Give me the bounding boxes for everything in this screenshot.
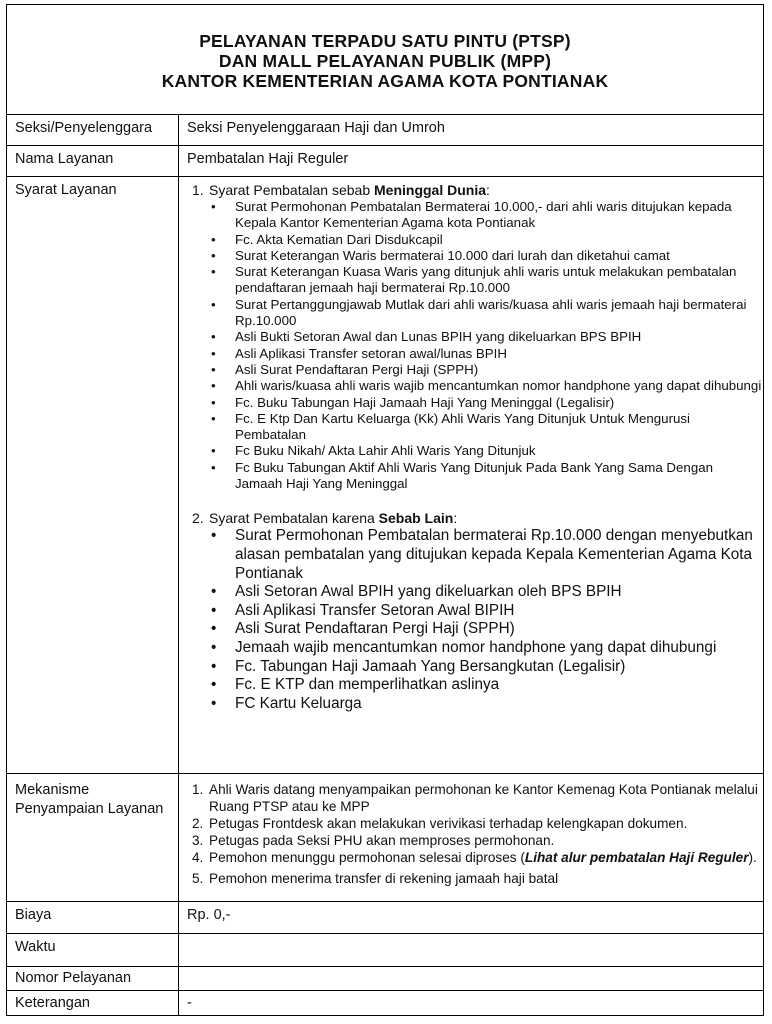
requirement-item: • Fc. Tabungan Haji Jamaah Yang Bersangkutan (Legalisir) (235, 658, 763, 677)
mekanisme-step: 4. Pemohon menunggu permohonan selesai diproses (Lihat alur pembatalan Haji Reguler). (192, 850, 757, 865)
syarat-section-2-title: 2. Syarat Pembatalan karena Sebab Lain: (192, 510, 458, 527)
row-syarat-layanan (7, 177, 763, 774)
requirement-item: • Asli Aplikasi Transfer setoran awal/lunas BPIH (235, 346, 763, 362)
document-header (7, 5, 763, 115)
row-value: Pembatalan Haji Reguler (187, 151, 349, 167)
row-label: Biaya (7, 902, 179, 933)
row-seksi (7, 115, 763, 146)
row-waktu (7, 934, 763, 967)
requirement-item: • Fc. E Ktp Dan Kartu Keluarga (Kk) Ahli Waris Yang Ditunjuk Untuk Mengurusi Pembatalan (235, 411, 763, 444)
requirement-item: • Surat Permohonan Pembatalan bermaterai Rp.10.000 dengan menyebutkan alasan pembatalan yang ditujukan kepada Kepala Kementerian Agama Kota Pontianak (235, 527, 763, 583)
syarat-section-1-list (187, 199, 763, 492)
row-label: Syarat Layanan (7, 177, 179, 773)
alur-pembatalan-link-text: Lihat alur pembatalan Haji Reguler (524, 850, 749, 865)
row-value (179, 934, 763, 966)
header-line-2: DAN MALL PELAYANAN PUBLIK (MPP) (218, 51, 552, 71)
requirement-item: • Asli Bukti Setoran Awal dan Lunas BPIH yang dikeluarkan BPS BPIH (235, 329, 763, 345)
requirement-item: • Fc Buku Nikah/ Akta Lahir Ahli Waris Yang Ditunjuk (235, 443, 763, 459)
row-label: Nomor Pelayanan (7, 967, 179, 990)
row-label: Keterangan (7, 991, 179, 1016)
row-mekanisme (7, 774, 763, 902)
syarat-section-2-list (187, 527, 763, 713)
row-label: Seksi/Penyelenggara (7, 115, 179, 145)
requirement-item: • Asli Surat Pendaftaran Pergi Haji (SPPH) (235, 620, 763, 639)
mekanisme-step: 5. Pemohon menerima transfer di rekening jamaah haji batal (192, 871, 559, 886)
requirement-item: • Asli Aplikasi Transfer Setoran Awal BIPIH (235, 602, 763, 621)
requirement-item: • Fc. E KTP dan memperlihatkan aslinya (235, 676, 763, 695)
requirement-item: • Jemaah wajib mencantumkan nomor handphone yang dapat dihubungi (235, 639, 763, 658)
requirement-item: • Surat Keterangan Waris bermaterai 10.000 dari lurah dan diketahui camat (235, 248, 763, 264)
requirement-item: • FC Kartu Keluarga (235, 695, 763, 714)
row-label: Nama Layanan (7, 146, 179, 176)
row-nama-layanan (7, 146, 763, 177)
requirement-item: • Asli Surat Pendaftaran Pergi Haji (SPPH) (235, 362, 763, 378)
mekanisme-step: 2. Petugas Frontdesk akan melakukan verivikasi terhadap kelengkapan dokumen. (192, 816, 688, 831)
requirement-item: • Fc. Akta Kematian Dari Disdukcapil (235, 232, 763, 248)
requirement-item: • Ahli waris/kuasa ahli waris wajib mencantumkan nomor handphone yang dapat dihubungi (235, 378, 763, 394)
mekanisme-content (179, 774, 763, 901)
requirement-item: • Asli Setoran Awal BPIH yang dikeluarkan oleh BPS BPIH (235, 583, 763, 602)
row-label: Waktu (7, 934, 179, 966)
mekanisme-step: 3. Petugas pada Seksi PHU akan memproses permohonan. (192, 833, 555, 848)
syarat-section-1-title: 1. Syarat Pembatalan sebab Meninggal Dunia: (192, 182, 490, 198)
row-value: - (187, 995, 192, 1011)
requirement-item: • Fc Buku Tabungan Aktif Ahli Waris Yang Ditunjuk Pada Bank Yang Sama Dengan Jamaah Haji Yang Meninggal (235, 460, 763, 493)
row-keterangan (7, 991, 763, 1016)
row-nomor-pelayanan (7, 967, 763, 991)
requirement-item: • Fc. Buku Tabungan Haji Jamaah Haji Yang Meninggal (Legalisir) (235, 395, 763, 411)
requirement-item: • Surat Pertanggungjawab Mutlak dari ahli waris/kuasa ahli waris jemaah haji bermaterai Rp.10.000 (235, 297, 763, 330)
row-value: Seksi Penyelenggaraan Haji dan Umroh (187, 120, 445, 136)
row-biaya (7, 902, 763, 934)
row-value (179, 967, 763, 990)
header-line-3: KANTOR KEMENTERIAN AGAMA KOTA PONTIANAK (161, 71, 609, 91)
requirement-item: • Surat Keterangan Kuasa Waris yang ditunjuk ahli waris untuk melakukan pembatalan pendaftaran jemaah haji bermaterai Rp.10.000 (235, 264, 763, 297)
row-label: Mekanisme Penyampaian Layanan (7, 774, 179, 901)
service-info-table (6, 4, 764, 1016)
mekanisme-steps (187, 781, 763, 887)
syarat-content (179, 177, 763, 773)
row-value: Rp. 0,- (187, 907, 231, 923)
mekanisme-step: 1. Ahli Waris datang menyampaikan permohonan ke Kantor Kemenag Kota Pontianak melalui Ruang PTSP atau ke MPP (192, 782, 758, 814)
requirement-item: • Surat Permohonan Pembatalan Bermaterai 10.000,- dari ahli waris ditujukan kepada Kepala Kantor Kementerian Agama kota Pontianak (235, 199, 763, 232)
header-line-1: PELAYANAN TERPADU SATU PINTU (PTSP) (199, 31, 571, 51)
